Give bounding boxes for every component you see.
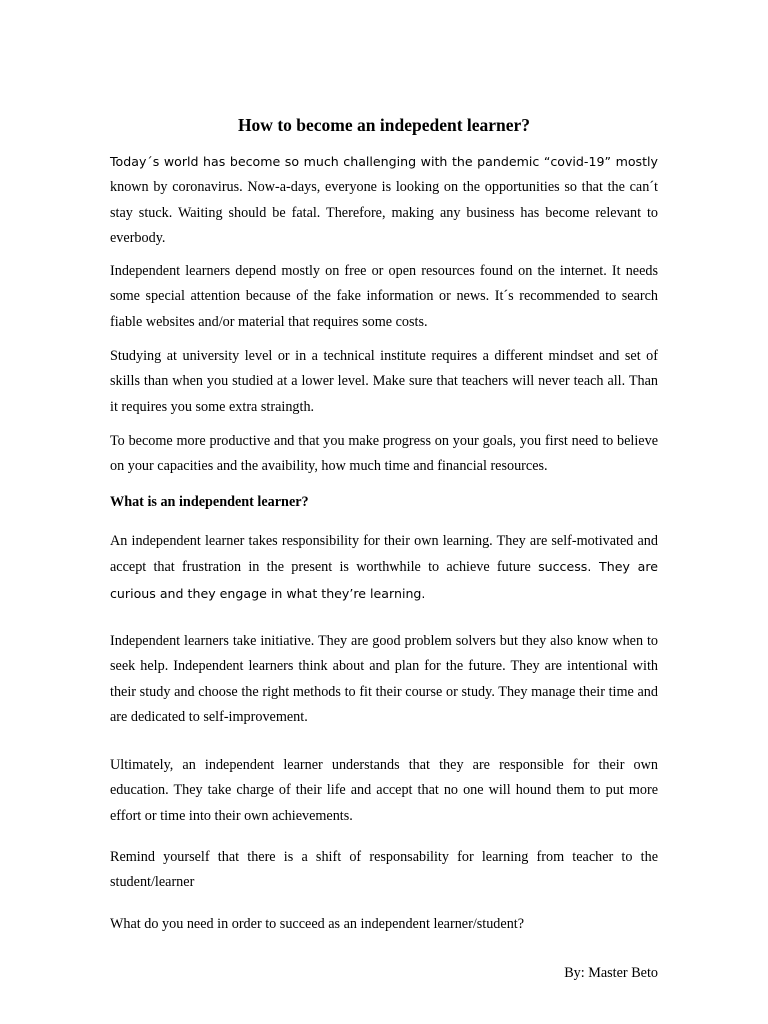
document-title: How to become an indepedent learner? bbox=[237, 115, 531, 135]
section-heading: What is an independent learner? bbox=[110, 494, 309, 510]
paragraph-university: Studying at university level or in a technical institute requires a different mindset and set of skills than when you studied at a lower level. Make sure that teachers will never teach all. Than it requires you some extra straingth. bbox=[110, 348, 658, 415]
paragraph-ultimately: Ultimately, an independent learner understands that they are responsible for their own education. They take charge of their life and accept that no one will hound them to put more effort or time into their own achievements. bbox=[110, 757, 658, 824]
author-signature: By: Master Beto bbox=[564, 965, 658, 981]
paragraph-definition-end: success. They are curious and they engage in what they’re learning. bbox=[110, 559, 658, 601]
paragraph-resources: Independent learners depend mostly on free or open resources found on the internet. It needs some special attention because of the fake information or news. It´s recommended to search fiable websites and/or material that requires some costs. bbox=[110, 263, 658, 330]
paragraph-definition-main: An independent learner takes responsibility for their own learning. They are self-motivated and accept that frustration in the present is worthwhile to achieve future bbox=[110, 533, 658, 576]
paragraph-intro-first-line: Today´s world has become so much challenging with the pandemic “covid-19” mostly bbox=[110, 154, 658, 169]
paragraph-remind: Remind yourself that there is a shift of responsability for learning from teacher to the student/learner bbox=[110, 849, 658, 891]
paragraph-intro-rest: known by coronavirus. Now-a-days, everyone is looking on the opportunities so that the can´t stay stuck. Waiting should be fatal. Therefore, making any business has become relevant to everbody. bbox=[110, 179, 658, 246]
paragraph-initiative: Independent learners take initiative. They are good problem solvers but they also know when to seek help. Independent learners think about and plan for the future. They are intentional with their study and choose the right methods to fit their course or study. They manage their time and are dedicated to self-improvement. bbox=[110, 633, 658, 725]
paragraph-productive: To become more productive and that you make progress on your goals, you first need to believe on your capacities and the avaibility, how much time and financial resources. bbox=[110, 433, 658, 475]
paragraph-intro bbox=[110, 149, 658, 251]
paragraph-question: What do you need in order to succeed as an independent learner/student? bbox=[110, 916, 525, 932]
paragraph-definition bbox=[110, 529, 658, 607]
